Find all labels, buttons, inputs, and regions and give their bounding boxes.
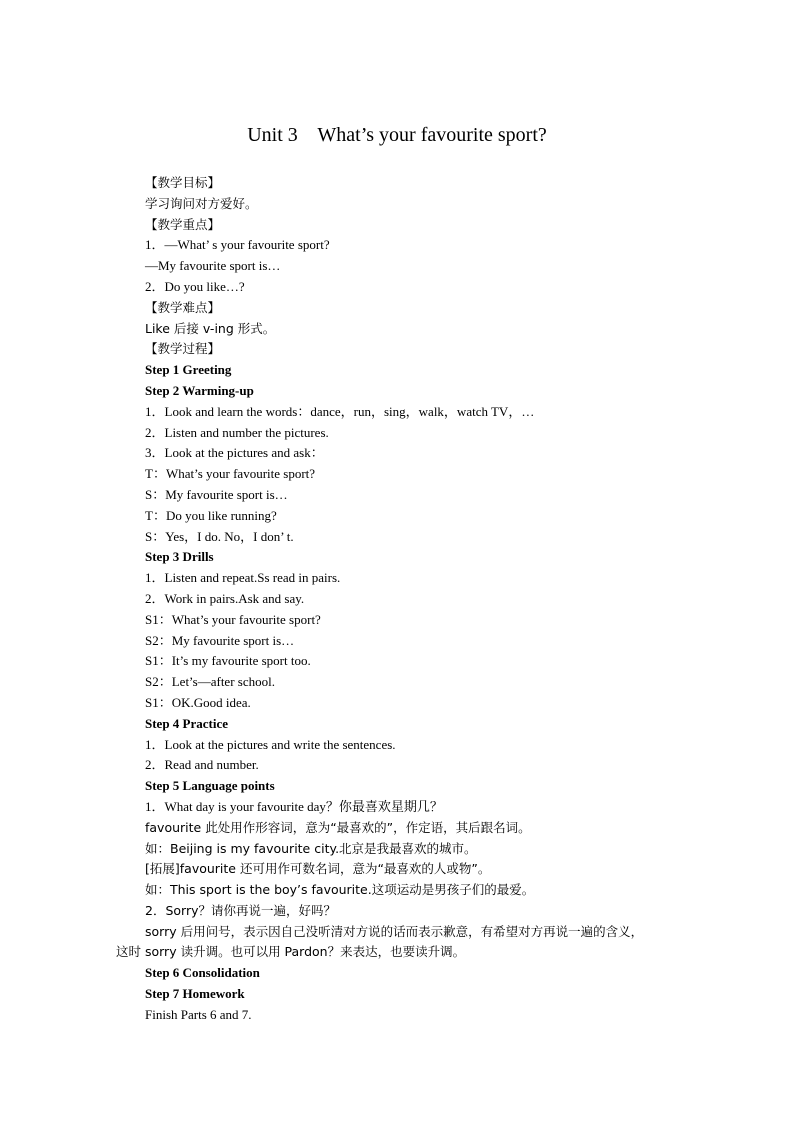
- text-line: 3．Look at the pictures and ask：: [145, 445, 324, 461]
- step-heading: Step 1 Greeting: [145, 362, 232, 378]
- page-title: Unit 3 What’s your favourite sport?: [247, 124, 547, 146]
- lesson-lines: [145, 173, 690, 922]
- text-line: 【教学过程】: [145, 341, 221, 357]
- document-body: [116, 173, 690, 1026]
- text-line: 【教学目标】: [145, 175, 221, 190]
- text-line: —My favourite sport is…: [145, 258, 281, 274]
- step-heading: Step 7 Homework: [145, 986, 245, 1002]
- text-line: 如：Beijing is my favourite city.北京是我最喜欢的城市。: [145, 840, 477, 856]
- text-line: S2：My favourite sport is…: [145, 632, 295, 648]
- text-line: 1．What day is your favourite day？你最喜欢星期几？: [145, 798, 443, 814]
- text-line: 2．Do you like…?: [145, 278, 245, 294]
- step-heading: Step 2 Warming-up: [145, 382, 254, 398]
- text-line: Finish Parts 6 and 7.: [145, 1006, 252, 1022]
- text-line: 2．Work in pairs.Ask and say.: [145, 590, 305, 606]
- text-line: 2．Listen and number the pictures.: [145, 424, 329, 440]
- paragraph-line: sorry 后用问号，表示因自己没听清对方说的话而表示歉意，有希望对方再说一遍的含义，: [145, 923, 644, 939]
- text-line: S1：It’s my favourite sport too.: [145, 653, 311, 669]
- text-line: 1．Look and learn the words：dance，run，sing，walk，watch TV，…: [145, 403, 535, 419]
- text-line: 如：This sport is the boy’s favourite.这项运动是男孩子们的最爱。: [145, 882, 535, 898]
- paragraph-line: 这时 sorry 读升调。也可以用 Pardon？来表达，也要读升调。: [116, 944, 466, 960]
- text-line: Like 后接 v-ing 形式。: [145, 320, 276, 336]
- text-line: S1：OK.Good idea.: [145, 694, 251, 710]
- text-line: 1．Look at the pictures and write the sentences.: [145, 736, 396, 752]
- text-line: favourite 此处用作形容词，意为“最喜欢的”，作定语，其后跟名词。: [145, 819, 531, 835]
- text-line: T：What’s your favourite sport?: [145, 466, 316, 482]
- text-line: [拓展]favourite 还可用作可数名词，意为“最喜欢的人或物”。: [145, 861, 491, 877]
- text-line: 【教学重点】: [145, 216, 221, 232]
- text-line: S：Yes，I do. No，I don’ t.: [145, 528, 294, 544]
- text-line: 学习询问对方爱好。: [145, 195, 258, 211]
- text-line: T：Do you like running?: [145, 507, 277, 523]
- text-line: 1．—What’ s your favourite sport?: [145, 237, 330, 253]
- step-heading: Step 4 Practice: [145, 715, 229, 731]
- text-line: 【教学难点】: [145, 299, 221, 315]
- text-line: S2：Let’s—after school.: [145, 674, 275, 690]
- text-line: 2．Sorry？请你再说一遍，好吗？: [145, 902, 336, 918]
- text-line: S1：What’s your favourite sport?: [145, 611, 321, 627]
- step-heading: Step 5 Language points: [145, 778, 275, 794]
- sorry-explanation-paragraph: [116, 922, 690, 964]
- step-heading: Step 6 Consolidation: [145, 965, 260, 981]
- step-heading: Step 3 Drills: [145, 549, 214, 565]
- text-line: S：My favourite sport is…: [145, 486, 288, 502]
- lesson-tail-lines: [145, 963, 690, 1025]
- text-line: 1．Listen and repeat.Ss read in pairs.: [145, 570, 341, 586]
- text-line: 2．Read and number.: [145, 757, 259, 773]
